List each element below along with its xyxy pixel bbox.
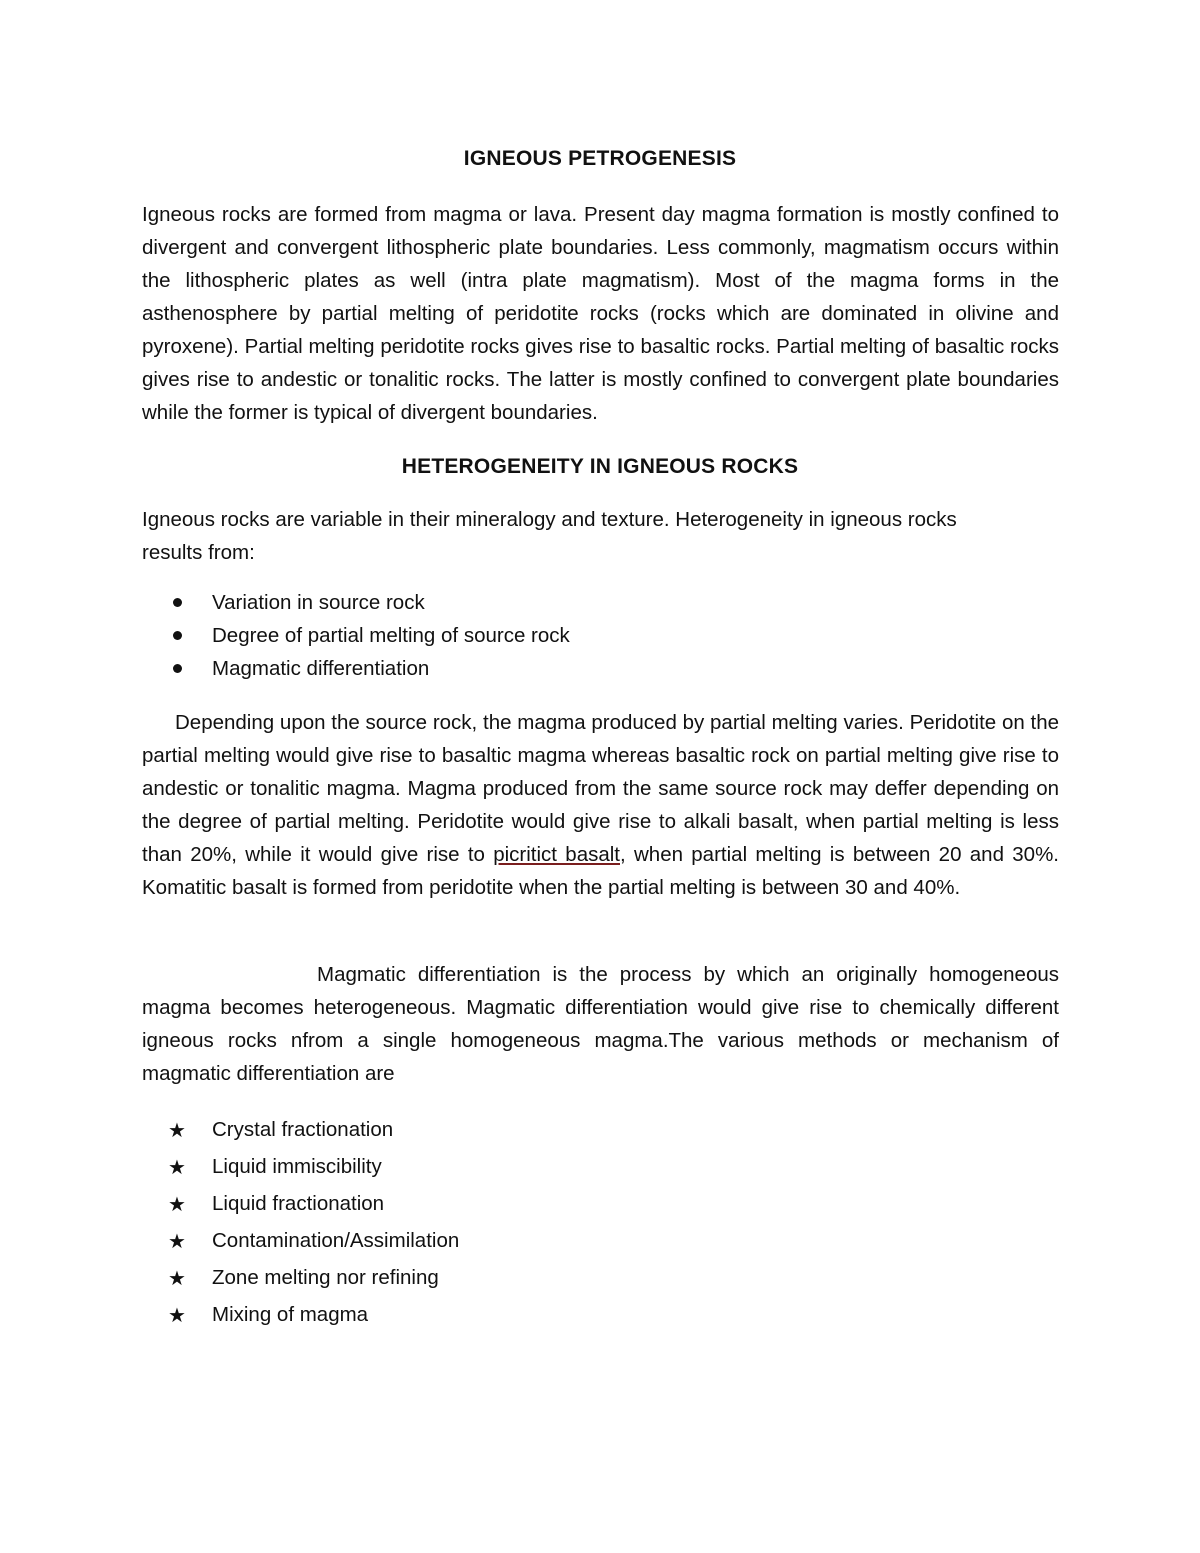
star-bullet-icon: ★ bbox=[168, 1302, 186, 1327]
list-item-label: Liquid immiscibility bbox=[212, 1154, 382, 1178]
list-item bbox=[142, 652, 570, 685]
list-item bbox=[142, 1296, 459, 1333]
list-item-label: Variation in source rock bbox=[212, 590, 425, 614]
list-item-label: Crystal fractionation bbox=[212, 1117, 394, 1141]
star-bullet-icon: ★ bbox=[168, 1191, 186, 1216]
list-item bbox=[142, 1148, 459, 1185]
list-item bbox=[142, 1185, 459, 1222]
list-item bbox=[142, 1111, 459, 1148]
bullet-dot-icon bbox=[173, 664, 182, 673]
list-item-label: Mixing of magma bbox=[212, 1302, 369, 1326]
differentiation-paragraph: Magmatic differentiation is the process by which an originally homogeneous magma becomes heterogeneous. Magmatic differentiation would give rise to chemically different igneous rocks nfrom a single homogeneous magma.The various methods or mechanism of magmatic differentiation are bbox=[142, 963, 1059, 1085]
list-item bbox=[142, 1222, 459, 1259]
star-bullet-icon: ★ bbox=[168, 1154, 186, 1179]
list-item-label: Zone melting nor refining bbox=[212, 1265, 439, 1289]
paragraph-text: Depending upon the source rock, the magma produced by partial melting varies. Peridotite on the partial melting would give rise to basaltic magma whereas basaltic rock on partial melting give rise to andestic or tonalitic magma. Magma produced from the same source rock may deffer depending on the degree of partial melting. Peridotite would give rise to alkali basalt, when partial melting is less than 20%, while it would give rise to bbox=[142, 711, 1059, 866]
underlined-term: picritict basalt bbox=[493, 843, 620, 866]
methods-list bbox=[142, 1111, 459, 1333]
section-heading-heterogeneity: HETEROGENEITY IN IGNEOUS ROCKS bbox=[401, 455, 799, 478]
intro-paragraph: Igneous rocks are formed from magma or lava. Present day magma formation is mostly confined to divergent and convergent lithospheric plate boundaries. Less commonly, magmatism occurs within the lithospheric plates as well (intra plate magmatism). Most of the magma forms in the asthenosphere by partial melting of peridotite rocks (rocks which are dominated in olivine and pyroxene). Partial melting peridotite rocks gives rise to basaltic rocks. Partial melting of basaltic rocks gives rise to andestic or tonalitic rocks. The latter is mostly confined to convergent plate boundaries while the former is typical of divergent boundaries. bbox=[142, 203, 1059, 424]
list-item bbox=[142, 586, 570, 619]
document-title: IGNEOUS PETROGENESIS bbox=[463, 147, 737, 170]
star-bullet-icon: ★ bbox=[168, 1117, 186, 1142]
list-item bbox=[142, 1259, 459, 1296]
bullet-dot-icon bbox=[173, 598, 182, 607]
list-item-label: Liquid fractionation bbox=[212, 1191, 385, 1215]
list-item-label: Degree of partial melting of source rock bbox=[212, 623, 570, 647]
causes-list bbox=[142, 586, 570, 685]
source-rock-paragraph bbox=[142, 706, 1059, 904]
heterogeneity-paragraph: Igneous rocks are variable in their mineralogy and texture. Heterogeneity in igneous rocks results from: bbox=[142, 508, 957, 564]
bullet-dot-icon bbox=[173, 631, 182, 640]
paragraph-text: , when partial melting is between 20 and 30%. Komatitic basalt is formed from peridotite when the partial melting is between 30 and 40%. bbox=[142, 843, 1059, 899]
list-item-label: Contamination/Assimilation bbox=[212, 1228, 460, 1252]
list-item-label: Magmatic differentiation bbox=[212, 656, 430, 680]
star-bullet-icon: ★ bbox=[168, 1265, 186, 1290]
star-bullet-icon: ★ bbox=[168, 1228, 186, 1253]
list-item bbox=[142, 619, 570, 652]
